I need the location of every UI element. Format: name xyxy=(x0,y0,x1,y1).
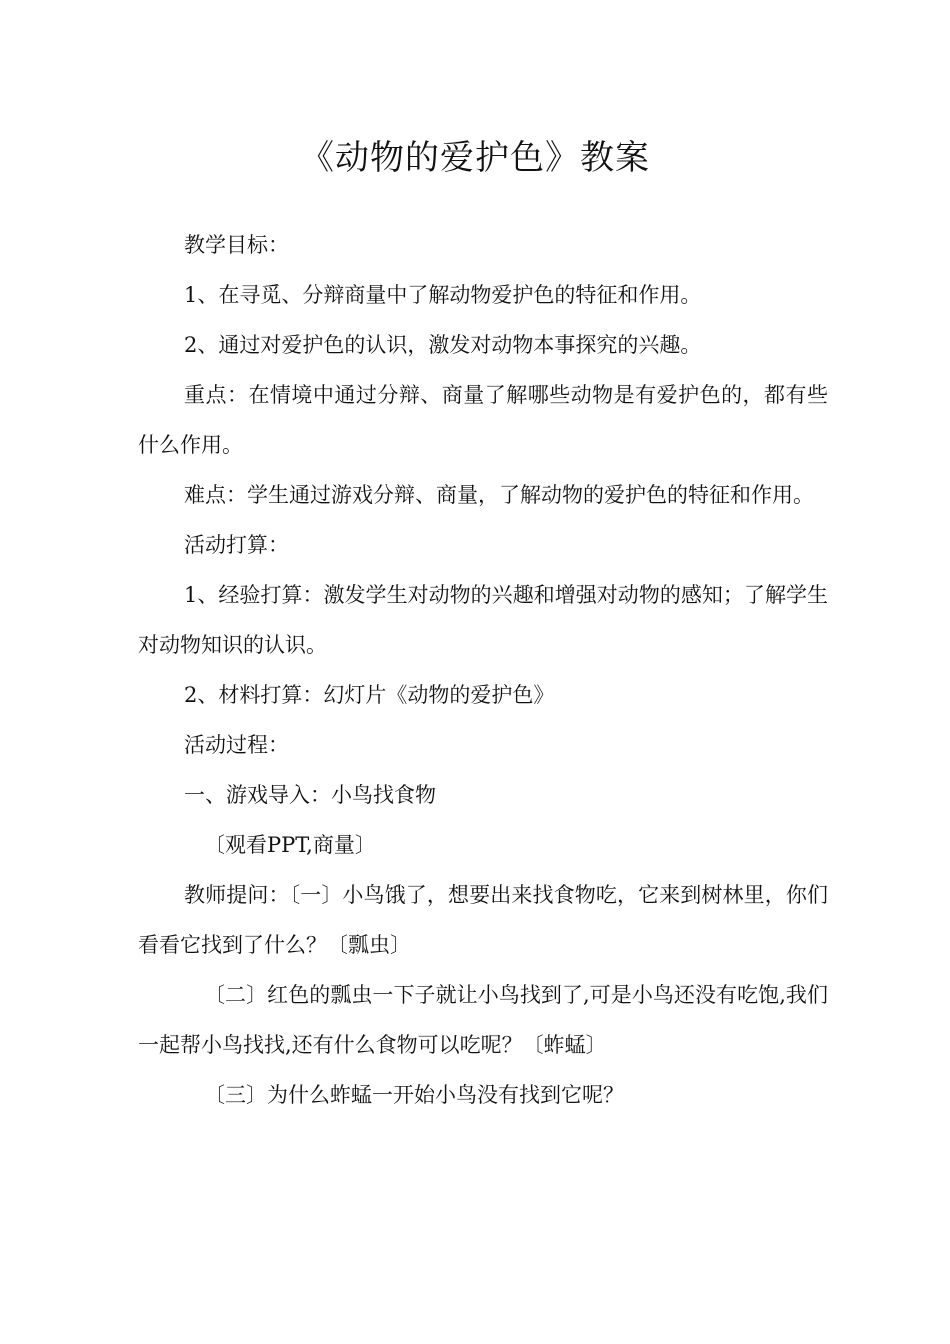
document-body xyxy=(138,220,828,1120)
document-title: 《动物的爱护色》教案 xyxy=(300,138,650,178)
paragraph-teaching-goals-heading: 教学目标： xyxy=(184,233,289,257)
paragraph-question-2: 〔二〕红色的瓢虫一下子就让小鸟找到了,可是小鸟还没有吃饱,我们一起帮小鸟找找,还有什么食物可以吃呢？〔蚱蜢〕 xyxy=(138,983,828,1057)
paragraph-preparation-1: 1、经验打算：激发学生对动物的兴趣和增强对动物的感知；了解学生对动物知识的认识。 xyxy=(138,583,828,657)
paragraph-goal-1: 1、在寻觅、分辩商量中了解动物爱护色的特征和作用。 xyxy=(184,283,702,307)
paragraph-key-point: 重点：在情境中通过分辩、商量了解哪些动物是有爱护色的，都有些什么作用。 xyxy=(138,383,828,457)
paragraph-question-3: 〔三〕为什么蚱蜢一开始小鸟没有找到它呢？ xyxy=(204,1083,624,1107)
paragraph-difficulty: 难点：学生通过游戏分辩、商量，了解动物的爱护色的特征和作用。 xyxy=(184,483,814,507)
paragraph-preparation-heading: 活动打算： xyxy=(184,533,289,557)
paragraph-process-heading: 活动过程： xyxy=(184,733,289,757)
paragraph-question-1: 教师提问：〔一〕小鸟饿了，想要出来找食物吃，它来到树林里，你们看看它找到了什么？〔瓢虫〕 xyxy=(138,883,828,957)
paragraph-goal-2: 2、通过对爱护色的认识，激发对动物本事探究的兴趣。 xyxy=(184,333,702,357)
paragraph-watch-ppt: 〔观看PPT,商量〕 xyxy=(204,833,376,857)
paragraph-process-1: 一、游戏导入：小鸟找食物 xyxy=(184,783,436,807)
paragraph-preparation-2: 2、材料打算：幻灯片《动物的爱护色》 xyxy=(184,683,555,707)
